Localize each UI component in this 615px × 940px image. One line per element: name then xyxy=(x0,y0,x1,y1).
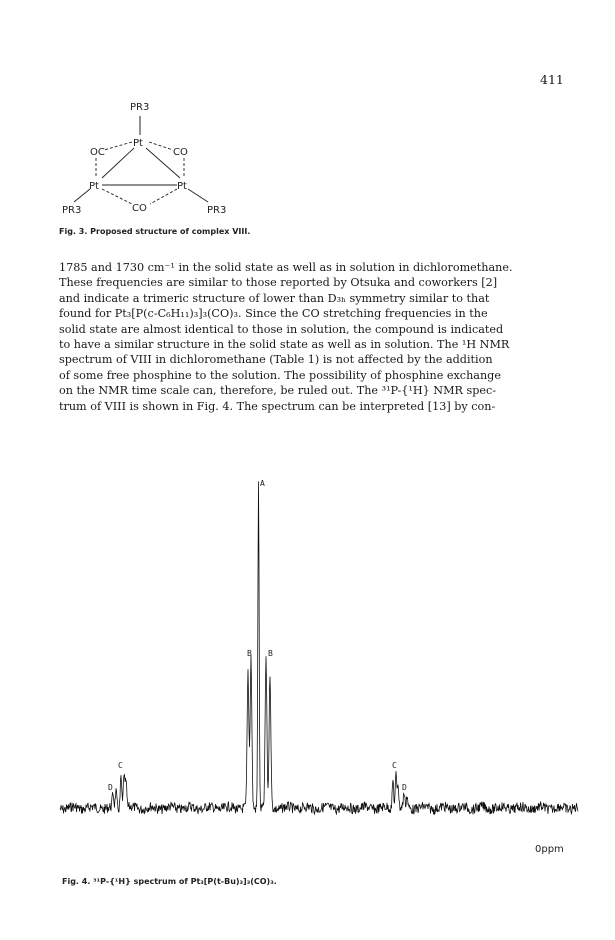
body-line: trum of VIII is shown in Fig. 4. The spectrum can be interpreted [13] by con- xyxy=(59,399,496,413)
peak-label-a: A xyxy=(260,479,265,488)
co-right-label: CO xyxy=(173,147,188,158)
body-line: spectrum of VIII in dichloromethane (Table 1) is not affected by the addition xyxy=(59,353,493,367)
body-line: to have a similar structure in the solid state as well as in solution. The ¹H NMR xyxy=(59,337,510,351)
pr3-top-label: PR3 xyxy=(130,102,150,113)
peak-label-c-left: C xyxy=(118,761,123,770)
body-line: These frequencies are similar to those reported by Otsuka and coworkers [2] xyxy=(59,276,498,290)
body-line: of some free phosphine to the solution. The possibility of phosphine exchange xyxy=(59,368,501,382)
peak-label-b-right: B xyxy=(268,649,273,658)
body-line: solid state are almost identical to those in solution, the compound is indicated xyxy=(59,322,504,336)
body-line: and indicate a trimeric structure of lower than D₃ₕ symmetry similar to that xyxy=(59,291,490,305)
page-number: 411 xyxy=(540,72,564,87)
peak-label-d-left: D xyxy=(108,783,113,792)
fig3-caption: Fig. 3. Proposed structure of complex VIII. xyxy=(59,227,251,236)
pt-top-label: Pt xyxy=(133,138,143,149)
co-bottom-label: CO xyxy=(132,203,147,214)
pr3-right-label: PR3 xyxy=(207,205,227,216)
pr3-left-label: PR3 xyxy=(62,205,82,216)
spectrum-trace xyxy=(60,481,578,814)
ppm-axis-label: 0ppm xyxy=(535,844,564,855)
body-line: found for Pt₃[P(c-C₆H₁₁)₃]₃(CO)₃. Since the CO stretching frequencies in the xyxy=(59,307,488,321)
pt-right-label: Pt xyxy=(177,181,187,192)
body-line: on the NMR time scale can, therefore, be ruled out. The ³¹P-{¹H} NMR spec- xyxy=(59,384,497,398)
fig4-caption: Fig. 4. ³¹P-{¹H} spectrum of Pt₃[P(t-Bu)₃]₃(CO)₃. xyxy=(62,877,277,886)
oc-left-label: OC xyxy=(90,147,105,158)
pt-left-label: Pt xyxy=(89,181,99,192)
peak-label-d-right: D xyxy=(402,783,407,792)
peak-label-c-right: C xyxy=(392,761,397,770)
body-line: 1785 and 1730 cm⁻¹ in the solid state as well as in solution in dichloromethane. xyxy=(59,261,513,274)
peak-label-b-left: B xyxy=(247,649,252,658)
